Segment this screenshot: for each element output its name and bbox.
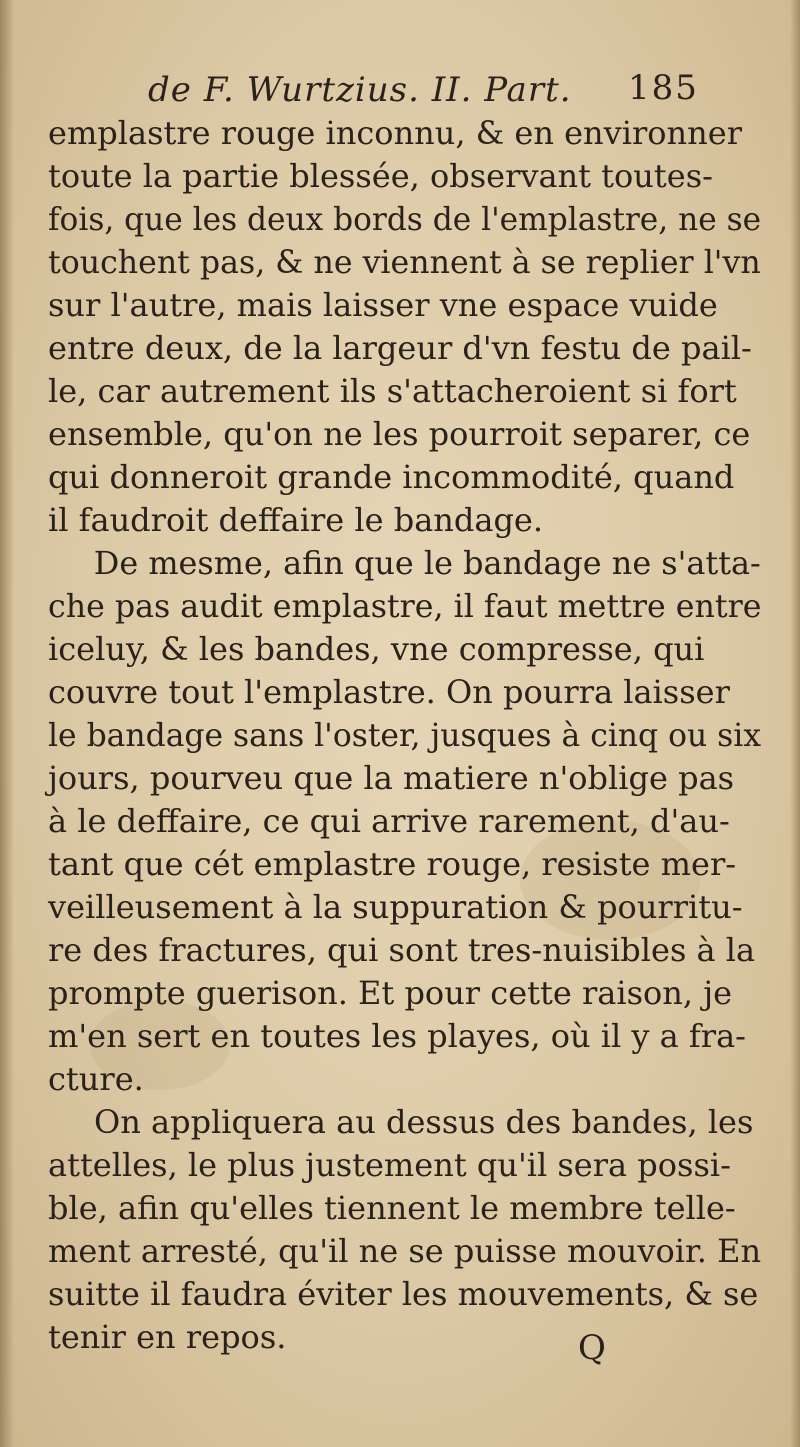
- paragraph: [48, 542, 763, 1101]
- text-line: ment arresté, qu'il ne se puisse mouvoir. En: [48, 1232, 762, 1270]
- running-header: [148, 66, 748, 116]
- text-line: cture.: [48, 1060, 144, 1098]
- text-line: prompte guerison. Et pour cette raison, je: [48, 974, 733, 1012]
- text-line: sur l'autre, mais laisser vne espace vuide: [48, 286, 718, 324]
- paragraph: [48, 1101, 763, 1359]
- text-line: ensemble, qu'on ne les pourroit separer, ce: [48, 415, 751, 453]
- text-line: De mesme, afin que le bandage ne s'atta-: [93, 544, 761, 582]
- text-line: le, car autrement ils s'attacheroient si fort: [48, 372, 737, 410]
- text-line: veilleusement à la suppuration & pourritu-: [48, 888, 743, 926]
- text-line: jours, pourveu que la matiere n'oblige pas: [48, 759, 735, 797]
- page-edge-shadow-left: [0, 0, 14, 1447]
- text-line: suitte il faudra éviter les mouvements, & se: [48, 1275, 759, 1313]
- text-line: qui donneroit grande incommodité, quand: [48, 458, 735, 496]
- text-line: re des fractures, qui sont tres-nuisibles à la: [48, 931, 756, 969]
- text-line: attelles, le plus justement qu'il sera possi-: [48, 1146, 731, 1184]
- text-line: tenir en repos.: [48, 1318, 287, 1356]
- body-text: [48, 112, 763, 1359]
- running-title: de F. Wurtzius. II. Part.: [148, 70, 572, 110]
- text-line: toute la partie blessée, observant toutes-: [48, 157, 713, 195]
- catchword: Q: [578, 1328, 606, 1368]
- paragraph: [48, 112, 763, 542]
- text-line: touchent pas, & ne viennent à se replier l'vn: [48, 243, 761, 281]
- text-line: iceluy, & les bandes, vne compresse, qui: [48, 630, 705, 668]
- text-line: il faudroit deffaire le bandage.: [48, 501, 544, 539]
- text-line: On appliquera au dessus des bandes, les: [94, 1103, 754, 1141]
- text-line: m'en sert en toutes les playes, où il y a fra-: [48, 1017, 746, 1055]
- text-line: ble, afin qu'elles tiennent le membre telle-: [48, 1189, 736, 1227]
- text-line: fois, que les deux bords de l'emplastre, ne se: [48, 200, 762, 238]
- text-line: emplastre rouge inconnu, & en environner: [48, 114, 742, 152]
- text-line: le bandage sans l'oster, jusques à cinq ou six: [48, 716, 762, 754]
- page-edge-shadow-right: [790, 0, 800, 1447]
- page-number: 185: [628, 68, 699, 108]
- text-line: che pas audit emplastre, il faut mettre entre: [48, 587, 762, 625]
- text-line: entre deux, de la largeur d'vn festu de pail-: [48, 329, 752, 367]
- text-line: tant que cét emplastre rouge, resiste mer-: [48, 845, 737, 883]
- text-line: couvre tout l'emplastre. On pourra laisser: [48, 673, 730, 711]
- text-line: à le deffaire, ce qui arrive rarement, d'au-: [48, 802, 730, 840]
